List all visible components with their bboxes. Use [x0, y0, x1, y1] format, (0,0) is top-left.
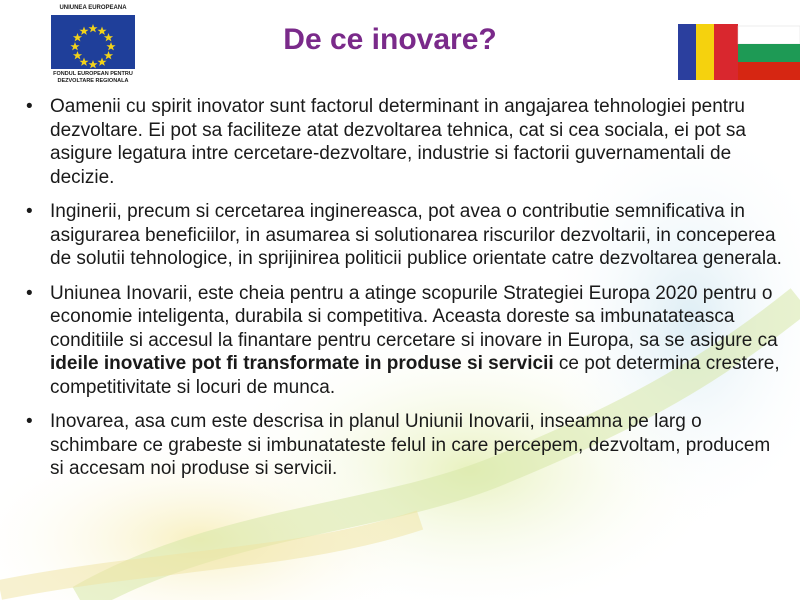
eu-logo-caption-bottom [48, 71, 138, 85]
bullet-text: Inginerii, precum si cercetarea inginereasca, pot avea o contributie semnificativa in asigurarea beneficiilor, in asumarea si solutionarea riscurilor dezvoltarii, in conceperea de solutii tehnologice, in sprijinirea politicii publice orientate catre dezvoltarea generala. [50, 201, 782, 269]
bullet-marker: • [26, 201, 33, 222]
bullet-item-1 [26, 95, 782, 189]
bullet-text-part: Uniunea Inovarii, este cheia pentru a atinge scopurile Strategiei Europa 2020 pentru o economie inteligenta, durabila si competitiva. Aceasta doreste sa imbunatateasca conditiile si accesul la finantare pentru cercetare si inovare in Europa, sa se asigure ca [50, 282, 778, 351]
bullet-marker: • [26, 411, 33, 432]
bullet-list [26, 95, 782, 492]
slide-title: De ce inovare? [283, 23, 497, 56]
bullet-item-2 [26, 200, 782, 271]
bullet-item-4 [26, 410, 782, 481]
eu-logo-caption-bottom-line1: FONDUL EUROPEAN PENTRU [53, 71, 133, 77]
eu-logo-caption-top: UNIUNEA EUROPEANA [59, 5, 127, 11]
bullet-marker: • [26, 282, 33, 304]
eu-logo [48, 4, 138, 86]
bullet-text: Oamenii cu spirit inovator sunt factorul determinant in angajarea tehnologiei pentru dezvoltare. Ei pot sa faciliteze atat dezvoltarea tehnica, cat si cea sociala, ei pot sa asigure legatura intre cercetare-dezvoltare, industrie si factorii guvernamentali de decizie. [50, 96, 746, 188]
bullet-marker: • [26, 96, 33, 117]
bullet-text: Inovarea, asa cum este descrisa in planul Uniunii Inovarii, inseamna pe larg o schimbare ce grabeste si imbunatateste felul in care percepem, dezvoltam, producem si accesam noi produse si servicii. [50, 411, 771, 479]
bullet-text [50, 283, 780, 398]
eu-logo-caption-bottom-line2: DEZVOLTARE REGIONALA [57, 78, 129, 84]
bullet-text-part: ce pot determina crestere, competitivitate si locuri de munca. [50, 353, 780, 398]
bullet-text-bold: ideile inovative pot fi transformate in produse si servicii [50, 353, 554, 374]
national-flags-icon [676, 22, 800, 82]
eu-flag-icon [51, 15, 135, 69]
bullet-item-3 [26, 282, 782, 400]
